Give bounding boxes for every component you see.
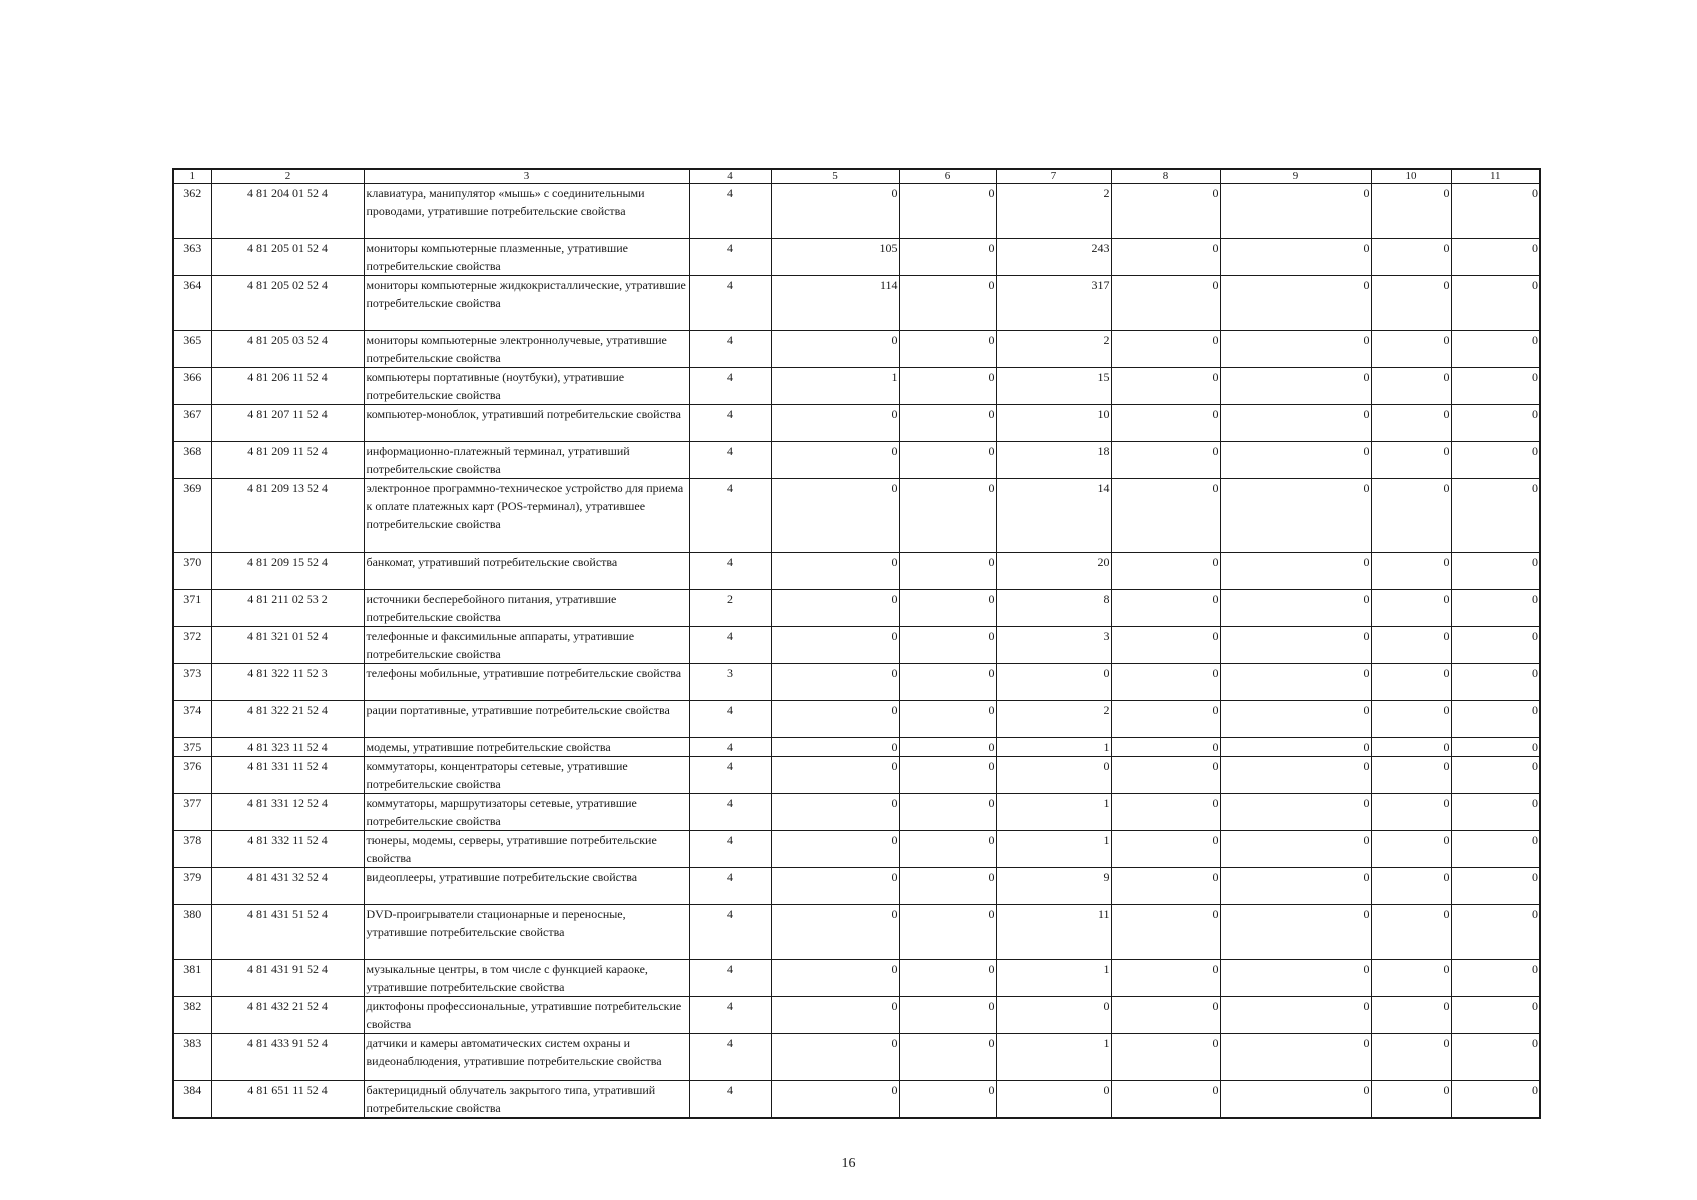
- col7-cell: 0: [996, 664, 1111, 701]
- col10-cell: 0: [1371, 997, 1451, 1034]
- col7-cell: 2: [996, 701, 1111, 738]
- col9-cell: 0: [1220, 442, 1371, 479]
- col9-cell: 0: [1220, 239, 1371, 276]
- col7-cell: 317: [996, 276, 1111, 331]
- col8-cell: 0: [1111, 960, 1220, 997]
- col8-cell: 0: [1111, 184, 1220, 239]
- col6-cell: 0: [899, 664, 996, 701]
- column-header-6: 6: [899, 169, 996, 184]
- col5-cell: 0: [771, 479, 899, 553]
- row-number-cell: 383: [173, 1034, 211, 1081]
- table-row: [173, 794, 1540, 831]
- col9-cell: 0: [1220, 331, 1371, 368]
- row-number-cell: 377: [173, 794, 211, 831]
- col11-cell: 0: [1451, 1081, 1540, 1119]
- col8-cell: 0: [1111, 590, 1220, 627]
- col5-cell: 105: [771, 239, 899, 276]
- waste-code-cell: 4 81 205 02 52 4: [211, 276, 364, 331]
- col9-cell: 0: [1220, 184, 1371, 239]
- table-row: [173, 664, 1540, 701]
- waste-name-cell: телефонные и факсимильные аппараты, утратившие потребительские свойства: [364, 627, 689, 664]
- table-row: [173, 331, 1540, 368]
- row-number-cell: 364: [173, 276, 211, 331]
- hazard-class-cell: 4: [689, 276, 771, 331]
- waste-code-cell: 4 81 431 51 52 4: [211, 905, 364, 960]
- col9-cell: 0: [1220, 1081, 1371, 1119]
- col6-cell: 0: [899, 1081, 996, 1119]
- col11-cell: 0: [1451, 590, 1540, 627]
- col6-cell: 0: [899, 794, 996, 831]
- row-number-cell: 367: [173, 405, 211, 442]
- col11-cell: 0: [1451, 405, 1540, 442]
- waste-code-cell: 4 81 332 11 52 4: [211, 831, 364, 868]
- col8-cell: 0: [1111, 1034, 1220, 1081]
- col8-cell: 0: [1111, 905, 1220, 960]
- col9-cell: 0: [1220, 738, 1371, 757]
- waste-code-cell: 4 81 206 11 52 4: [211, 368, 364, 405]
- col8-cell: 0: [1111, 664, 1220, 701]
- col9-cell: 0: [1220, 701, 1371, 738]
- hazard-class-cell: 4: [689, 868, 771, 905]
- col5-cell: 1: [771, 368, 899, 405]
- table-row: [173, 276, 1540, 331]
- waste-name-cell: видеоплееры, утратившие потребительские свойства: [364, 868, 689, 905]
- row-number-cell: 363: [173, 239, 211, 276]
- waste-code-cell: 4 81 323 11 52 4: [211, 738, 364, 757]
- table-row: [173, 627, 1540, 664]
- column-header-8: 8: [1111, 169, 1220, 184]
- column-number-header: [173, 169, 1540, 184]
- waste-code-cell: 4 81 432 21 52 4: [211, 997, 364, 1034]
- waste-name-cell: коммутаторы, концентраторы сетевые, утратившие потребительские свойства: [364, 757, 689, 794]
- col7-cell: 2: [996, 184, 1111, 239]
- hazard-class-cell: 4: [689, 627, 771, 664]
- row-number-cell: 369: [173, 479, 211, 553]
- hazard-class-cell: 4: [689, 331, 771, 368]
- hazard-class-cell: 4: [689, 794, 771, 831]
- col9-cell: 0: [1220, 794, 1371, 831]
- waste-code-cell: 4 81 205 01 52 4: [211, 239, 364, 276]
- col6-cell: 0: [899, 590, 996, 627]
- waste-name-cell: тюнеры, модемы, серверы, утратившие потребительские свойства: [364, 831, 689, 868]
- col9-cell: 0: [1220, 553, 1371, 590]
- row-number-cell: 376: [173, 757, 211, 794]
- col7-cell: 8: [996, 590, 1111, 627]
- waste-code-cell: 4 81 331 11 52 4: [211, 757, 364, 794]
- col7-cell: 0: [996, 1081, 1111, 1119]
- waste-code-cell: 4 81 209 13 52 4: [211, 479, 364, 553]
- col7-cell: 18: [996, 442, 1111, 479]
- col9-cell: 0: [1220, 664, 1371, 701]
- col6-cell: 0: [899, 442, 996, 479]
- col5-cell: 0: [771, 757, 899, 794]
- col11-cell: 0: [1451, 1034, 1540, 1081]
- col9-cell: 0: [1220, 276, 1371, 331]
- hazard-class-cell: 4: [689, 960, 771, 997]
- col6-cell: 0: [899, 368, 996, 405]
- waste-name-cell: мониторы компьютерные электроннолучевые, утратившие потребительские свойства: [364, 331, 689, 368]
- col10-cell: 0: [1371, 701, 1451, 738]
- col9-cell: 0: [1220, 590, 1371, 627]
- col10-cell: 0: [1371, 960, 1451, 997]
- column-header-10: 10: [1371, 169, 1451, 184]
- col5-cell: 0: [771, 1034, 899, 1081]
- hazard-class-cell: 2: [689, 590, 771, 627]
- waste-name-cell: банкомат, утративший потребительские свойства: [364, 553, 689, 590]
- col5-cell: 0: [771, 664, 899, 701]
- waste-name-cell: клавиатура, манипулятор «мышь» с соединительными проводами, утратившие потребительские свойства: [364, 184, 689, 239]
- col11-cell: 0: [1451, 184, 1540, 239]
- col10-cell: 0: [1371, 331, 1451, 368]
- col10-cell: 0: [1371, 664, 1451, 701]
- waste-name-cell: компьютеры портативные (ноутбуки), утратившие потребительские свойства: [364, 368, 689, 405]
- waste-name-cell: DVD-проигрыватели стационарные и переносные, утратившие потребительские свойства: [364, 905, 689, 960]
- col6-cell: 0: [899, 701, 996, 738]
- waste-code-cell: 4 81 209 15 52 4: [211, 553, 364, 590]
- col8-cell: 0: [1111, 553, 1220, 590]
- col8-cell: 0: [1111, 1081, 1220, 1119]
- waste-code-cell: 4 81 431 91 52 4: [211, 960, 364, 997]
- table-row: [173, 239, 1540, 276]
- waste-name-cell: источники бесперебойного питания, утратившие потребительские свойства: [364, 590, 689, 627]
- col8-cell: 0: [1111, 442, 1220, 479]
- table-row: [173, 701, 1540, 738]
- waste-code-cell: 4 81 331 12 52 4: [211, 794, 364, 831]
- col10-cell: 0: [1371, 184, 1451, 239]
- col7-cell: 1: [996, 794, 1111, 831]
- col7-cell: 1: [996, 738, 1111, 757]
- col9-cell: 0: [1220, 1034, 1371, 1081]
- col11-cell: 0: [1451, 831, 1540, 868]
- column-header-7: 7: [996, 169, 1111, 184]
- col5-cell: 0: [771, 1081, 899, 1119]
- col6-cell: 0: [899, 553, 996, 590]
- col8-cell: 0: [1111, 794, 1220, 831]
- col7-cell: 1: [996, 1034, 1111, 1081]
- col7-cell: 2: [996, 331, 1111, 368]
- table-row: [173, 442, 1540, 479]
- waste-code-cell: 4 81 651 11 52 4: [211, 1081, 364, 1119]
- row-number-cell: 372: [173, 627, 211, 664]
- row-number-cell: 371: [173, 590, 211, 627]
- table-row: [173, 553, 1540, 590]
- hazard-class-cell: 4: [689, 1034, 771, 1081]
- col8-cell: 0: [1111, 405, 1220, 442]
- col6-cell: 0: [899, 960, 996, 997]
- col11-cell: 0: [1451, 479, 1540, 553]
- col11-cell: 0: [1451, 664, 1540, 701]
- col5-cell: 0: [771, 442, 899, 479]
- col9-cell: 0: [1220, 997, 1371, 1034]
- col6-cell: 0: [899, 868, 996, 905]
- col7-cell: 1: [996, 831, 1111, 868]
- column-header-9: 9: [1220, 169, 1371, 184]
- col5-cell: 114: [771, 276, 899, 331]
- row-number-cell: 362: [173, 184, 211, 239]
- col8-cell: 0: [1111, 997, 1220, 1034]
- hazard-class-cell: 4: [689, 184, 771, 239]
- table-row: [173, 184, 1540, 239]
- waste-code-cell: 4 81 207 11 52 4: [211, 405, 364, 442]
- waste-data-table: [172, 168, 1541, 1119]
- col7-cell: 9: [996, 868, 1111, 905]
- hazard-class-cell: 4: [689, 479, 771, 553]
- col5-cell: 0: [771, 960, 899, 997]
- waste-code-cell: 4 81 205 03 52 4: [211, 331, 364, 368]
- col5-cell: 0: [771, 590, 899, 627]
- col6-cell: 0: [899, 276, 996, 331]
- column-header-3: 3: [364, 169, 689, 184]
- table-row: [173, 831, 1540, 868]
- waste-name-cell: датчики и камеры автоматических систем охраны и видеонаблюдения, утратившие потребительские свойства: [364, 1034, 689, 1081]
- table-body: [173, 184, 1540, 1119]
- col11-cell: 0: [1451, 368, 1540, 405]
- row-number-cell: 375: [173, 738, 211, 757]
- col7-cell: 0: [996, 997, 1111, 1034]
- col9-cell: 0: [1220, 368, 1371, 405]
- col10-cell: 0: [1371, 479, 1451, 553]
- col7-cell: 11: [996, 905, 1111, 960]
- col10-cell: 0: [1371, 1081, 1451, 1119]
- col8-cell: 0: [1111, 627, 1220, 664]
- col5-cell: 0: [771, 184, 899, 239]
- col5-cell: 0: [771, 905, 899, 960]
- col10-cell: 0: [1371, 590, 1451, 627]
- waste-code-cell: 4 81 204 01 52 4: [211, 184, 364, 239]
- col6-cell: 0: [899, 184, 996, 239]
- table-row: [173, 368, 1540, 405]
- col11-cell: 0: [1451, 553, 1540, 590]
- col10-cell: 0: [1371, 276, 1451, 331]
- column-header-11: 11: [1451, 169, 1540, 184]
- col11-cell: 0: [1451, 960, 1540, 997]
- col11-cell: 0: [1451, 905, 1540, 960]
- hazard-class-cell: 4: [689, 831, 771, 868]
- waste-code-cell: 4 81 322 11 52 3: [211, 664, 364, 701]
- col9-cell: 0: [1220, 479, 1371, 553]
- col9-cell: 0: [1220, 627, 1371, 664]
- col10-cell: 0: [1371, 1034, 1451, 1081]
- waste-code-cell: 4 81 431 32 52 4: [211, 868, 364, 905]
- waste-code-cell: 4 81 433 91 52 4: [211, 1034, 364, 1081]
- row-number-cell: 374: [173, 701, 211, 738]
- column-header-1: 1: [173, 169, 211, 184]
- waste-name-cell: диктофоны профессиональные, утратившие потребительские свойства: [364, 997, 689, 1034]
- col10-cell: 0: [1371, 905, 1451, 960]
- col6-cell: 0: [899, 831, 996, 868]
- col8-cell: 0: [1111, 831, 1220, 868]
- col11-cell: 0: [1451, 997, 1540, 1034]
- col5-cell: 0: [771, 831, 899, 868]
- row-number-cell: 378: [173, 831, 211, 868]
- table-row: [173, 738, 1540, 757]
- col5-cell: 0: [771, 405, 899, 442]
- hazard-class-cell: 4: [689, 757, 771, 794]
- col10-cell: 0: [1371, 368, 1451, 405]
- col10-cell: 0: [1371, 405, 1451, 442]
- hazard-class-cell: 4: [689, 701, 771, 738]
- col10-cell: 0: [1371, 794, 1451, 831]
- col10-cell: 0: [1371, 442, 1451, 479]
- table-row: [173, 757, 1540, 794]
- col11-cell: 0: [1451, 276, 1540, 331]
- table-row: [173, 960, 1540, 997]
- hazard-class-cell: 4: [689, 405, 771, 442]
- col8-cell: 0: [1111, 757, 1220, 794]
- hazard-class-cell: 4: [689, 738, 771, 757]
- column-header-4: 4: [689, 169, 771, 184]
- row-number-cell: 382: [173, 997, 211, 1034]
- row-number-cell: 373: [173, 664, 211, 701]
- table-row: [173, 905, 1540, 960]
- col8-cell: 0: [1111, 368, 1220, 405]
- row-number-cell: 381: [173, 960, 211, 997]
- col6-cell: 0: [899, 405, 996, 442]
- table-row: [173, 479, 1540, 553]
- hazard-class-cell: 4: [689, 1081, 771, 1119]
- col10-cell: 0: [1371, 553, 1451, 590]
- col10-cell: 0: [1371, 757, 1451, 794]
- waste-name-cell: коммутаторы, маршрутизаторы сетевые, утратившие потребительские свойства: [364, 794, 689, 831]
- row-number-cell: 384: [173, 1081, 211, 1119]
- col10-cell: 0: [1371, 239, 1451, 276]
- table-row: [173, 405, 1540, 442]
- col5-cell: 0: [771, 701, 899, 738]
- column-header-2: 2: [211, 169, 364, 184]
- hazard-class-cell: 4: [689, 905, 771, 960]
- col10-cell: 0: [1371, 738, 1451, 757]
- waste-code-cell: 4 81 322 21 52 4: [211, 701, 364, 738]
- waste-name-cell: мониторы компьютерные плазменные, утратившие потребительские свойства: [364, 239, 689, 276]
- col5-cell: 0: [771, 868, 899, 905]
- table-row: [173, 997, 1540, 1034]
- hazard-class-cell: 4: [689, 442, 771, 479]
- col7-cell: 243: [996, 239, 1111, 276]
- col11-cell: 0: [1451, 331, 1540, 368]
- col11-cell: 0: [1451, 442, 1540, 479]
- col6-cell: 0: [899, 997, 996, 1034]
- col9-cell: 0: [1220, 831, 1371, 868]
- col8-cell: 0: [1111, 868, 1220, 905]
- col7-cell: 20: [996, 553, 1111, 590]
- col5-cell: 0: [771, 738, 899, 757]
- col8-cell: 0: [1111, 738, 1220, 757]
- col8-cell: 0: [1111, 479, 1220, 553]
- row-number-cell: 366: [173, 368, 211, 405]
- column-header-5: 5: [771, 169, 899, 184]
- col10-cell: 0: [1371, 627, 1451, 664]
- table-row: [173, 1034, 1540, 1081]
- table-row: [173, 1081, 1540, 1119]
- col9-cell: 0: [1220, 868, 1371, 905]
- col10-cell: 0: [1371, 868, 1451, 905]
- col6-cell: 0: [899, 479, 996, 553]
- col6-cell: 0: [899, 738, 996, 757]
- waste-name-cell: информационно-платежный терминал, утративший потребительские свойства: [364, 442, 689, 479]
- waste-name-cell: модемы, утратившие потребительские свойства: [364, 738, 689, 757]
- row-number-cell: 380: [173, 905, 211, 960]
- waste-name-cell: компьютер-моноблок, утративший потребительские свойства: [364, 405, 689, 442]
- row-number-cell: 365: [173, 331, 211, 368]
- col9-cell: 0: [1220, 960, 1371, 997]
- col7-cell: 10: [996, 405, 1111, 442]
- page-number: 16: [841, 1156, 856, 1171]
- col6-cell: 0: [899, 1034, 996, 1081]
- col9-cell: 0: [1220, 905, 1371, 960]
- hazard-class-cell: 4: [689, 239, 771, 276]
- col9-cell: 0: [1220, 405, 1371, 442]
- col8-cell: 0: [1111, 239, 1220, 276]
- col6-cell: 0: [899, 331, 996, 368]
- col5-cell: 0: [771, 331, 899, 368]
- col6-cell: 0: [899, 905, 996, 960]
- col11-cell: 0: [1451, 239, 1540, 276]
- hazard-class-cell: 3: [689, 664, 771, 701]
- waste-name-cell: бактерицидный облучатель закрытого типа, утративший потребительские свойства: [364, 1081, 689, 1119]
- col8-cell: 0: [1111, 701, 1220, 738]
- row-number-cell: 379: [173, 868, 211, 905]
- waste-name-cell: мониторы компьютерные жидкокристаллические, утратившие потребительские свойства: [364, 276, 689, 331]
- hazard-class-cell: 4: [689, 997, 771, 1034]
- col5-cell: 0: [771, 553, 899, 590]
- row-number-cell: 370: [173, 553, 211, 590]
- col7-cell: 0: [996, 757, 1111, 794]
- col5-cell: 0: [771, 997, 899, 1034]
- col5-cell: 0: [771, 794, 899, 831]
- col10-cell: 0: [1371, 831, 1451, 868]
- col11-cell: 0: [1451, 701, 1540, 738]
- waste-name-cell: электронное программно-техническое устройство для приема к оплате платежных карт (POS-терминал), утратившее потребительские свойства: [364, 479, 689, 553]
- waste-name-cell: телефоны мобильные, утратившие потребительские свойства: [364, 664, 689, 701]
- col8-cell: 0: [1111, 276, 1220, 331]
- col11-cell: 0: [1451, 738, 1540, 757]
- table-row: [173, 868, 1540, 905]
- waste-code-cell: 4 81 211 02 53 2: [211, 590, 364, 627]
- hazard-class-cell: 4: [689, 553, 771, 590]
- col5-cell: 0: [771, 627, 899, 664]
- col7-cell: 15: [996, 368, 1111, 405]
- col11-cell: 0: [1451, 868, 1540, 905]
- waste-name-cell: рации портативные, утратившие потребительские свойства: [364, 701, 689, 738]
- row-number-cell: 368: [173, 442, 211, 479]
- col11-cell: 0: [1451, 627, 1540, 664]
- waste-code-cell: 4 81 209 11 52 4: [211, 442, 364, 479]
- col11-cell: 0: [1451, 794, 1540, 831]
- col11-cell: 0: [1451, 757, 1540, 794]
- col7-cell: 14: [996, 479, 1111, 553]
- table-row: [173, 590, 1540, 627]
- waste-name-cell: музыкальные центры, в том числе с функцией караоке, утратившие потребительские свойства: [364, 960, 689, 997]
- col8-cell: 0: [1111, 331, 1220, 368]
- col6-cell: 0: [899, 627, 996, 664]
- col6-cell: 0: [899, 757, 996, 794]
- hazard-class-cell: 4: [689, 368, 771, 405]
- waste-code-cell: 4 81 321 01 52 4: [211, 627, 364, 664]
- col6-cell: 0: [899, 239, 996, 276]
- col7-cell: 1: [996, 960, 1111, 997]
- col7-cell: 3: [996, 627, 1111, 664]
- col9-cell: 0: [1220, 757, 1371, 794]
